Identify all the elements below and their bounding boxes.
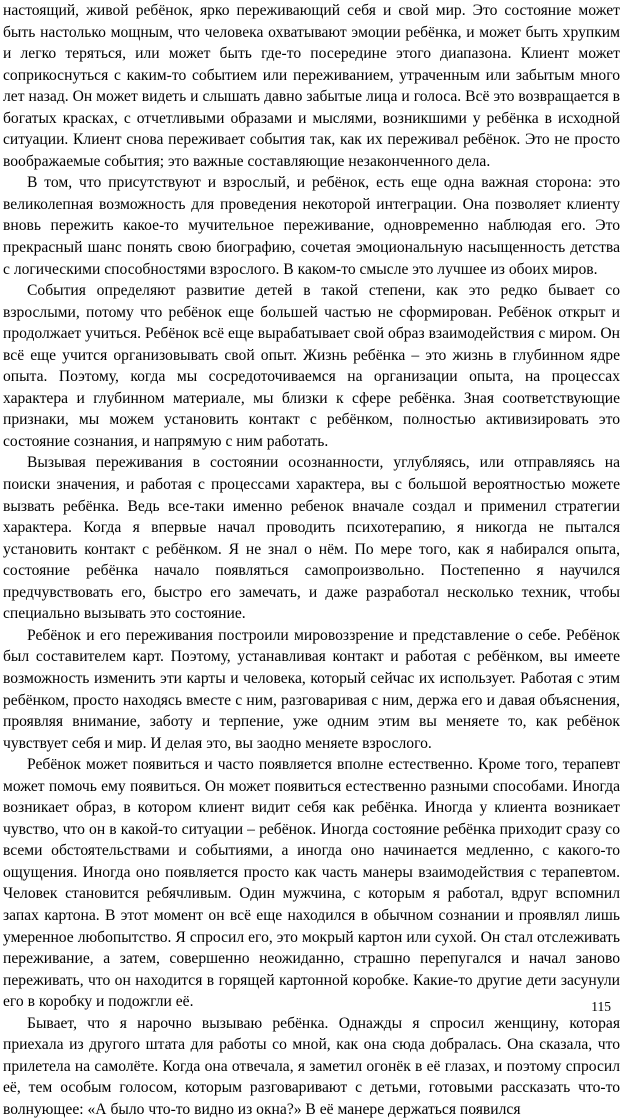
paragraph-3: События определяют развитие детей в такой степени, как это редко бывает со взрослыми, потому что ребёнок еще большей частью не сформирован. Ребёнок открыт и продолжает учиться. Ребёнок всё еще вырабатывает свой образ взаимодействия с миром. Он всё еще учится организовывать свой опыт. Жизнь ребёнка – это жизнь в глубинном ядре опыта. Поэтому, когда мы сосредоточиваемся на организации опыта, на процессах характера и глубинном материале, мы близки к сфере ребёнка. Зная соответствующие признаки, мы можем установить контакт с ребёнком, полностью активизировать это состояние сознания, и напрямую с ним работать. bbox=[3, 282, 620, 450]
paragraph-1: настоящий, живой ребёнок, ярко переживающий себя и свой мир. Это состояние может быть настолько мощным, что человека охватывают эмоции ребёнка, и может быть хрупким и легко теряться, или может быть где-то посередине этого диапазона. Клиент может соприкоснуться с каким-то событием или переживанием, утраченным или забытым много лет назад. Он может видеть и слышать давно забытые лица и голоса. Всё это возвращается в богатых красках, с отчетливыми образами и мыслями, возникшими у ребёнка в исходной ситуации. Клиент снова переживает события так, как их переживал ребёнок. Это не просто воображаемые события; это важные составляющие незаконченного дела. bbox=[3, 2, 620, 170]
body-text bbox=[3, 0, 620, 1120]
paragraph-4: Вызывая переживания в состоянии осознанности, углубляясь, или отправляясь на поиски значения, и работая с процессами характера, вы с большой вероятностью можете вызвать ребёнка. Ведь все-таки именно ребенок вначале создал и применил стратегии характера. Когда я впервые начал проводить психотерапию, я никогда не пытался установить контакт с ребёнком. Я не знал о нём. По мере того, как я набирался опыта, состояние ребёнка начало появляться самопроизвольно. Постепенно я научился предчувствовать его, быстро его замечать, и даже разработал несколько техник, чтобы специально вызывать это состояние. bbox=[3, 454, 620, 623]
paragraph-2: В том, что присутствуют и взрослый, и ребёнок, есть еще одна важная сторона: это великолепная возможность для проведения некоторой интеграции. Она позволяет клиенту вновь пережить какое-то мучительное переживание, одновременно наблюдая его. Это прекрасный шанс понять свою биографию, сочетая эмоциональную насыщенность детства с логическими способностями взрослого. В каком-то смысле это лучшее из обоих миров. bbox=[3, 174, 620, 278]
paragraph-5: Ребёнок и его переживания построили мировоззрение и представление о себе. Ребёнок был составителем карт. Поэтому, устанавливая контакт и работая с ребёнком, вы имеете возможность изменить эти карты и человека, который сейчас их использует. Работая с этим ребёнком, просто находясь вместе с ним, разговаривая с ним, держа его и давая объяснения, проявляя внимание, заботу и терпение, уже одним этим вы меняете то, как ребёнок чувствует себя и мир. И делая это, вы заодно меняете взрослого. bbox=[3, 626, 620, 752]
paragraph-6: Ребёнок может появиться и часто появляется вполне естественно. Кроме того, терапевт может помочь ему появиться. Он может появиться естественно разными способами. Иногда возникает образ, в котором клиент видит себя как ребёнка. Иногда у клиента возникает чувство, что он в какой-то ситуации – ребёнок. Иногда состояние ребёнка приходит сразу со всеми обстоятельствами и событиями, а иногда оно начинается медленно, с какого-то ощущения. Иногда оно появляется просто как часть манеры взаимодействия с терапевтом. Человек становится ребячливым. Один мужчина, с которым я работал, вдруг вспомнил запах картона. В этот момент он всё еще находился в обычном сознании и проявлял лишь умеренное любопытство. Я спросил его, это мокрый картон или сухой. Он стал отслеживать переживание, а затем, совершенно неожиданно, страшно перепугался и начал заново переживать, что он находится в горящей картонной коробке. Какие-то другие дети засунули его в коробку и подожгли её. bbox=[3, 756, 620, 1011]
paragraph-7: Бывает, что я нарочно вызываю ребёнка. Однажды я спросил женщину, которая приехала из другого штата для работы со мной, как она сюда добралась. Она сказала, что прилетела на самолёте. Когда она отвечала, я заметил огонёк в её глазах, и поэтому спросил её, тем особым голосом, которым разговаривают с детьми, готовыми рассказать что-то волнующее: «А было что-то видно из окна?» В её манере держаться появился bbox=[3, 1014, 620, 1118]
page-number: 115 bbox=[591, 999, 611, 1014]
